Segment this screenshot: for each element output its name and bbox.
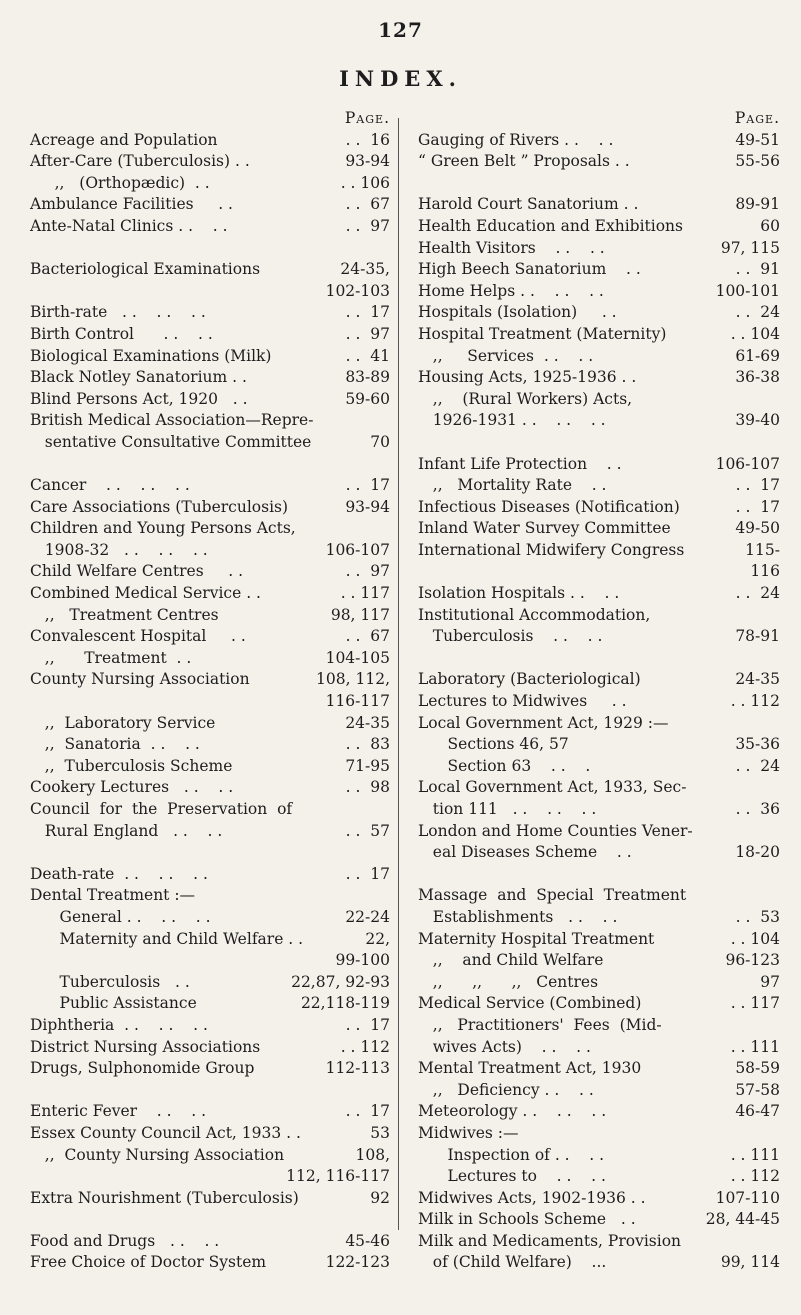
index-term: Meteorology . . . . . .: [418, 1102, 607, 1121]
index-term: Combined Medical Service . .: [30, 584, 261, 603]
index-page-ref: 22-24: [345, 907, 390, 926]
index-entry: [418, 475, 780, 497]
index-page-ref: 97, 115: [720, 238, 780, 257]
index-term: Laboratory (Bacteriological): [418, 670, 641, 689]
index-entry: [30, 799, 390, 821]
index-entry: [418, 713, 780, 735]
index-page-ref: . . 97: [345, 562, 390, 581]
index-term: Dental Treatment :—: [30, 886, 196, 905]
index-entry: [30, 907, 390, 929]
index-term: Lectures to Midwives . .: [418, 692, 627, 711]
index-page-ref: . . 83: [345, 735, 390, 754]
index-term: 1926-1931 . . . . . .: [418, 411, 606, 430]
index-entry: [418, 1188, 780, 1210]
index-term: sentative Consultative Committee: [30, 432, 312, 451]
index-term: Health Education and Exhibitions: [418, 216, 683, 235]
index-page-ref: . . 112: [730, 1167, 780, 1186]
index-entry: [418, 950, 780, 972]
index-page-ref: . . 17: [345, 303, 390, 322]
index-entry: [418, 1037, 780, 1059]
index-entry: [418, 194, 780, 216]
index-page-ref: 104-105: [325, 648, 390, 667]
index-term: ,, ,, ,, Centres: [418, 972, 599, 991]
index-entry: [418, 993, 780, 1015]
index-page-ref: 61-69: [735, 346, 780, 365]
right-entries: [418, 130, 780, 1274]
index-page-ref: . . 67: [345, 627, 390, 646]
index-term: High Beech Sanatorium . .: [418, 260, 641, 279]
index-term: ,, Practitioners' Fees (Mid-: [418, 1015, 662, 1034]
index-term: ,, Deficiency . . . .: [418, 1080, 594, 1099]
index-page-ref-continued: 116-117: [325, 692, 390, 711]
index-entry: [30, 540, 390, 562]
index-entry: [418, 454, 780, 476]
index-term: ,, (Orthopædic) . .: [30, 173, 210, 192]
index-term: Local Government Act, 1929 :—: [418, 713, 669, 732]
index-page-ref-continued: 112, 116-117: [286, 1167, 390, 1186]
index-entry: [418, 1080, 780, 1102]
index-entry: [30, 929, 390, 951]
index-entry: [418, 777, 780, 799]
index-entry: [30, 216, 390, 238]
index-entry: [418, 130, 780, 152]
index-entry: [418, 151, 780, 173]
index-page-ref: 58-59: [735, 1059, 780, 1078]
index-entry: [418, 238, 780, 260]
index-term: Housing Acts, 1925-1936 . .: [418, 368, 637, 387]
index-term: Maternity and Child Welfare . .: [30, 929, 304, 948]
section-gap: [418, 173, 780, 195]
index-page-ref: . . 112: [730, 692, 780, 711]
index-term: Inland Water Survey Committee: [418, 519, 671, 538]
index-term: Black Notley Sanatorium . .: [30, 368, 247, 387]
index-page-ref: 107-110: [715, 1188, 780, 1207]
index-entry: [418, 669, 780, 691]
index-page-ref: . . 57: [345, 821, 390, 840]
index-entry: [30, 173, 390, 195]
index-entry: [30, 1231, 390, 1253]
index-page-ref: 92: [370, 1188, 390, 1207]
index-entry: [418, 799, 780, 821]
index-term: Bacteriological Examinations: [30, 260, 261, 279]
index-entry: [418, 626, 780, 648]
index-page-ref: 53: [370, 1123, 390, 1142]
index-term: Health Visitors . . . .: [418, 238, 605, 257]
index-term: Ante-Natal Clinics . . . .: [30, 216, 228, 235]
index-term: Cookery Lectures . . . .: [30, 778, 234, 797]
index-term: Sections 46, 57: [418, 735, 569, 754]
index-entry: [30, 864, 390, 886]
index-entry: [30, 734, 390, 756]
index-page-ref: . . 112: [340, 1037, 390, 1056]
index-term: London and Home Counties Vener-: [418, 821, 693, 840]
index-entry: [418, 302, 780, 324]
index-entry: [418, 389, 780, 411]
index-entry: [418, 1231, 780, 1253]
index-entry: [30, 626, 390, 648]
index-term: International Midwifery Congress: [418, 540, 685, 559]
index-entry: [30, 130, 390, 152]
section-gap: [418, 864, 780, 886]
index-term: County Nursing Association: [30, 670, 250, 689]
index-page-ref-continued: 116: [750, 562, 780, 581]
index-entry: [30, 885, 390, 907]
index-entry: [418, 907, 780, 929]
index-term: Blind Persons Act, 1920 . .: [30, 389, 248, 408]
index-term: Rural England . . . .: [30, 821, 223, 840]
index-term: Tuberculosis . . . .: [418, 627, 603, 646]
index-entry: [418, 346, 780, 368]
index-page-ref: 83-89: [345, 368, 390, 387]
index-term: Maternity Hospital Treatment: [418, 929, 655, 948]
index-term: Tuberculosis . .: [30, 972, 190, 991]
index-page-ref: 57-58: [735, 1080, 780, 1099]
index-entry: [418, 691, 780, 713]
index-entry: [418, 410, 780, 432]
index-entry: [30, 1123, 390, 1145]
index-entry: [30, 1252, 390, 1274]
index-page-ref-continued: 102-103: [325, 281, 390, 300]
index-page-ref: . . 17: [735, 476, 780, 495]
index-term: Ambulance Facilities . .: [30, 195, 233, 214]
index-page-ref: 98, 117: [330, 605, 390, 624]
index-entry: [418, 842, 780, 864]
index-term: District Nursing Associations: [30, 1037, 261, 1056]
index-entry: [418, 1145, 780, 1167]
index-page-ref: 24-35: [345, 713, 390, 732]
index-entry: [30, 389, 390, 411]
index-term: Midwives :—: [418, 1123, 519, 1142]
index-page-ref: . . 24: [735, 756, 780, 775]
section-gap: [30, 1209, 390, 1231]
index-term: Death-rate . . . . . .: [30, 864, 208, 883]
index-page-ref: 71-95: [345, 756, 390, 775]
index-entry: [30, 324, 390, 346]
left-entries: [30, 130, 390, 1274]
index-entry: [418, 216, 780, 238]
index-term: Birth-rate . . . . . .: [30, 303, 206, 322]
index-title: INDEX.: [339, 66, 462, 91]
index-term: ,, Laboratory Service: [30, 713, 216, 732]
index-entry: [30, 605, 390, 627]
index-page-ref: . . 111: [730, 1037, 780, 1056]
index-term: Massage and Special Treatment: [418, 886, 687, 905]
index-page-ref: . . 111: [730, 1145, 780, 1164]
index-entry: [418, 324, 780, 346]
index-entry: [418, 281, 780, 303]
index-entry: [30, 151, 390, 173]
index-entry: [418, 540, 780, 562]
index-entry: [418, 929, 780, 951]
section-gap: [418, 432, 780, 454]
index-entry: [418, 1209, 780, 1231]
index-page-ref: 70: [370, 432, 390, 451]
index-term: Establishments . . . .: [418, 907, 618, 926]
index-entry: [418, 734, 780, 756]
index-term: Milk in Schools Scheme . .: [418, 1210, 636, 1229]
index-entry: [30, 648, 390, 670]
index-term: Lectures to . . . .: [418, 1167, 606, 1186]
index-term: wives Acts) . . . .: [418, 1037, 591, 1056]
index-page-ref: 93-94: [345, 497, 390, 516]
index-term: Infant Life Protection . .: [418, 454, 622, 473]
index-entry: [30, 777, 390, 799]
index-entry: [418, 518, 780, 540]
index-term: Council for the Preservation of: [30, 800, 293, 818]
index-term: Essex County Council Act, 1933 . .: [30, 1123, 301, 1142]
index-term: After-Care (Tuberculosis) . .: [30, 152, 250, 171]
index-entry: [30, 1101, 390, 1123]
index-entry: [30, 302, 390, 324]
index-page-ref: 35-36: [735, 735, 780, 754]
index-term: Midwives Acts, 1902-1936 . .: [418, 1188, 646, 1207]
index-term: Mental Treatment Act, 1930: [418, 1059, 642, 1078]
index-entry: [30, 669, 390, 691]
index-entry: [418, 605, 780, 627]
index-page-ref: 108, 112,: [316, 670, 390, 689]
index-term: Care Associations (Tuberculosis): [30, 497, 289, 516]
index-page-ref: 97: [760, 972, 780, 991]
index-term: Public Assistance: [30, 994, 197, 1013]
index-entry: [30, 367, 390, 389]
index-page-ref: 96-123: [725, 951, 780, 970]
index-entry: [30, 583, 390, 605]
index-page-ref: 106-107: [715, 454, 780, 473]
index-entry: [30, 194, 390, 216]
index-entry: [418, 1058, 780, 1080]
index-term: Institutional Accommodation,: [418, 605, 651, 624]
index-page-ref: 22,118-119: [300, 994, 390, 1013]
index-term: ,, Treatment . .: [30, 648, 192, 667]
index-term: Infectious Diseases (Notification): [418, 497, 680, 516]
index-entry: [30, 1037, 390, 1059]
index-page-ref: 55-56: [735, 152, 780, 171]
index-page-ref: 93-94: [345, 152, 390, 171]
index-entry: [30, 475, 390, 497]
index-term: Child Welfare Centres . .: [30, 562, 244, 581]
index-page-ref: 112-113: [325, 1059, 390, 1078]
index-page-ref: . . 24: [735, 584, 780, 603]
page-heading: Page.: [344, 109, 390, 127]
index-page-ref: . . 67: [345, 195, 390, 214]
index-page-ref: . . 104: [730, 324, 780, 343]
index-term: tion 111 . . . . . .: [418, 800, 597, 818]
index-page-ref: 49-50: [735, 519, 780, 538]
index-entry: [30, 346, 390, 368]
index-term: Enteric Fever . . . .: [30, 1102, 207, 1121]
index-entry: [418, 756, 780, 778]
index-entry: [418, 497, 780, 519]
index-term: Gauging of Rivers . . . .: [418, 130, 614, 149]
section-gap: [30, 238, 390, 260]
index-term: Local Government Act, 1933, Sec-: [418, 778, 687, 797]
index-term: British Medical Association—Repre-: [30, 411, 314, 430]
index-term: Inspection of . . . .: [418, 1145, 605, 1164]
index-page-ref: . . 17: [345, 864, 390, 883]
index-page-ref: . . 41: [345, 346, 390, 365]
index-page-ref: . . 53: [735, 907, 780, 926]
section-gap: [418, 648, 780, 670]
index-page-ref: 59-60: [345, 389, 390, 408]
index-term: 1908-32 . . . . . .: [30, 540, 208, 559]
index-term: ,, Sanatoria . . . .: [30, 735, 200, 754]
index-column-right: [418, 108, 780, 1274]
index-entry: [30, 713, 390, 735]
index-entry: [30, 756, 390, 778]
index-term: Acreage and Population: [30, 130, 218, 149]
index-term: Hospital Treatment (Maternity): [418, 324, 667, 343]
index-page-ref: 22,: [365, 929, 390, 948]
index-page-ref: . . 17: [345, 1102, 390, 1121]
index-term: Free Choice of Doctor System: [30, 1253, 267, 1272]
index-entry: [30, 972, 390, 994]
index-page-ref: 78-91: [735, 627, 780, 646]
section-gap: [30, 454, 390, 476]
section-gap: [30, 1080, 390, 1102]
index-page-ref: . . 117: [340, 584, 390, 603]
index-page-ref: 100-101: [715, 281, 780, 300]
index-entry: [418, 821, 780, 843]
index-term: of (Child Welfare) ...: [418, 1253, 607, 1272]
index-page-ref: 28, 44-45: [705, 1210, 780, 1229]
index-term: Extra Nourishment (Tuberculosis): [30, 1188, 299, 1207]
index-term: Convalescent Hospital . .: [30, 627, 246, 646]
index-term: Harold Court Sanatorium . .: [418, 195, 639, 214]
index-page-ref-continued: 99-100: [335, 951, 390, 970]
index-page-ref: 115-: [745, 540, 780, 559]
index-entry: [30, 497, 390, 519]
index-term: Drugs, Sulphonomide Group: [30, 1059, 255, 1078]
index-entry: [30, 518, 390, 540]
index-entry: [418, 972, 780, 994]
index-page-ref: 122-123: [325, 1253, 390, 1272]
index-term: Home Helps . . . . . .: [418, 281, 604, 300]
index-term: ,, and Child Welfare: [418, 951, 604, 970]
index-term: Hospitals (Isolation) . .: [418, 303, 617, 322]
index-entry: [30, 410, 390, 432]
index-entry: [30, 561, 390, 583]
index-entry: [30, 1188, 390, 1210]
index-entry: [418, 1015, 780, 1037]
index-entry: [30, 993, 390, 1015]
index-entry: [418, 1252, 780, 1274]
index-term: ,, County Nursing Association: [30, 1145, 285, 1164]
index-entry: [418, 583, 780, 605]
index-page-ref: . . 17: [735, 497, 780, 516]
page-heading: Page.: [734, 109, 780, 127]
index-term: Diphtheria . . . . . .: [30, 1015, 208, 1034]
index-entry: [30, 1058, 390, 1080]
index-page-ref: 24-35,: [340, 260, 390, 279]
index-page-ref: . . 104: [730, 929, 780, 948]
index-entry: [30, 432, 390, 454]
index-page-ref: 46-47: [735, 1102, 780, 1121]
index-term: ,, Services . . . .: [418, 346, 594, 365]
index-term: Isolation Hospitals . . . .: [418, 584, 620, 603]
index-page-ref: 22,87, 92-93: [291, 972, 390, 991]
index-page-ref: . . 17: [345, 476, 390, 495]
index-page-ref: 24-35: [735, 670, 780, 689]
index-page-ref: 108,: [355, 1145, 390, 1164]
index-term: ,, Mortality Rate . .: [418, 476, 607, 495]
index-page-ref: . . 97: [345, 324, 390, 343]
index-term: Medical Service (Combined): [418, 994, 642, 1013]
index-entry: [30, 1015, 390, 1037]
index-page-ref: 49-51: [735, 130, 780, 149]
index-term: ,, Treatment Centres: [30, 605, 219, 624]
index-page-ref: 45-46: [345, 1231, 390, 1250]
index-entry: [418, 885, 780, 907]
index-page-ref: 18-20: [735, 843, 780, 862]
index-entry: [418, 367, 780, 389]
index-column-left: [30, 108, 390, 1274]
index-page-ref: . . 91: [735, 260, 780, 279]
section-gap: [30, 842, 390, 864]
index-term: Biological Examinations (Milk): [30, 346, 272, 365]
index-term: Section 63 . . .: [418, 756, 591, 775]
index-entry: [30, 821, 390, 843]
index-term: Birth Control . . . .: [30, 324, 213, 343]
index-entry: [30, 1145, 390, 1167]
index-term: Food and Drugs . . . .: [30, 1231, 220, 1250]
index-page-ref: . . 36: [735, 800, 780, 818]
column-divider: [398, 118, 399, 1230]
index-term: ,, (Rural Workers) Acts,: [418, 389, 633, 408]
index-page-ref: . . 98: [345, 778, 390, 797]
index-term: eal Diseases Scheme . .: [418, 843, 632, 862]
index-page-ref: . . 106: [340, 173, 390, 192]
index-term: Children and Young Persons Acts,: [30, 519, 296, 538]
index-entry: [418, 1123, 780, 1145]
index-page-ref: . . 97: [345, 216, 390, 235]
index-term: ,, Tuberculosis Scheme: [30, 756, 233, 775]
index-page-ref: . . 16: [345, 130, 390, 149]
index-page-ref: 99, 114: [720, 1253, 780, 1272]
index-page-ref: 106-107: [325, 540, 390, 559]
index-page-ref: . . 117: [730, 994, 780, 1013]
index-page-ref: 60: [760, 216, 780, 235]
index-page-ref: 39-40: [735, 411, 780, 430]
index-entry: [418, 1166, 780, 1188]
index-page-ref: 36-38: [735, 368, 780, 387]
index-page-ref: 89-91: [735, 195, 780, 214]
index-term: Milk and Medicaments, Provision: [418, 1231, 682, 1250]
index-page-ref: . . 24: [735, 303, 780, 322]
index-entry: [418, 1101, 780, 1123]
index-term: Cancer . . . . . .: [30, 476, 190, 495]
index-entry: [418, 259, 780, 281]
page-number: 127: [378, 18, 423, 42]
index-term: “ Green Belt ” Proposals . .: [418, 152, 630, 171]
index-page-ref: . . 17: [345, 1015, 390, 1034]
index-term: General . . . . . .: [30, 907, 211, 926]
index-entry: [30, 259, 390, 281]
